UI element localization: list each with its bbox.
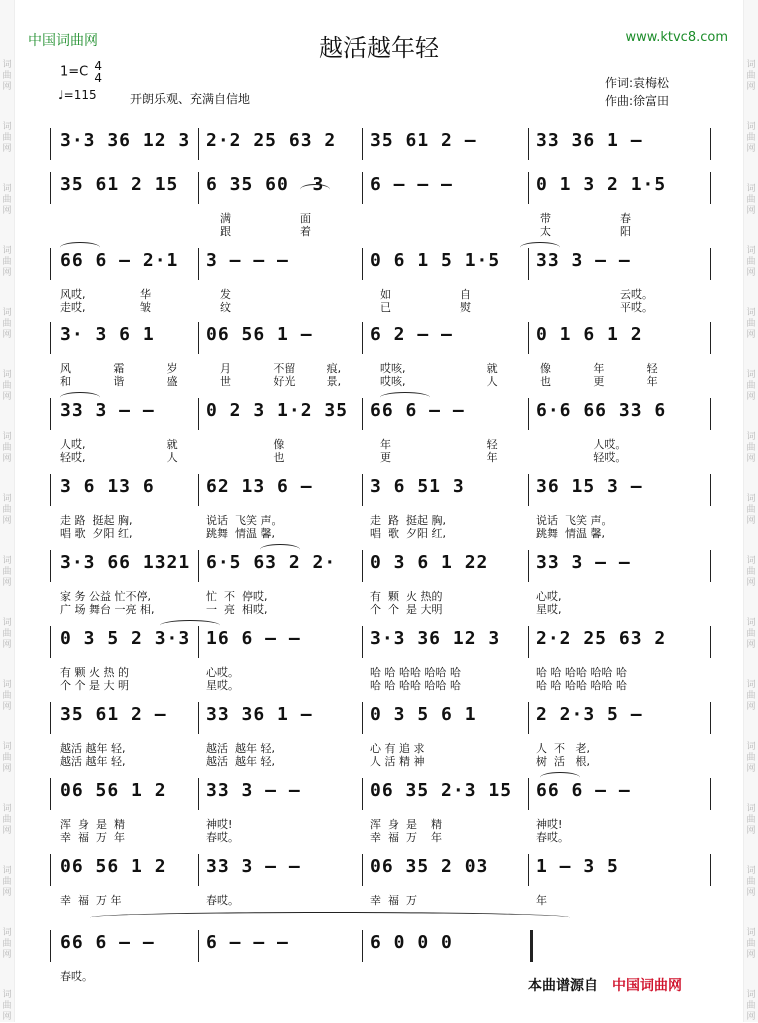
lyric-word: 岁 <box>166 362 178 375</box>
lyric-word: 走哎, <box>60 301 86 314</box>
bar-line <box>528 702 529 734</box>
measure: 33 3 – – <box>536 552 631 573</box>
lyric-word: 也 <box>540 375 551 388</box>
measure: 0 6 1 5 1·5 <box>370 250 501 271</box>
lyric-word: 忙 不 停哎, <box>206 590 268 603</box>
lyric-word: 哈 哈 哈哈 哈哈 哈 <box>536 679 627 692</box>
lyric-word: 自 <box>460 288 471 301</box>
lyric-word: 人 <box>166 451 178 464</box>
lyric-word: 和 <box>60 375 71 388</box>
lyric-word: 轻 <box>486 438 498 451</box>
watermark-text: 词 曲 网 <box>2 618 12 650</box>
bar-line <box>50 322 51 354</box>
score-system <box>50 702 710 772</box>
score-system <box>50 172 710 242</box>
lyric-word: 月 <box>220 362 231 375</box>
lyric-word: 广 场 舞台 一亮 相, <box>60 603 155 616</box>
watermark-text: 词 曲 网 <box>2 184 12 216</box>
lyric-word: 越活 越年 轻, <box>206 742 275 755</box>
bar-line <box>710 550 711 582</box>
bar-line <box>710 474 711 506</box>
bar-line <box>362 930 363 962</box>
notes-line <box>50 550 710 580</box>
tie-slur <box>300 184 330 195</box>
measure: 06 56 1 – <box>206 324 313 345</box>
bar-line <box>710 248 711 280</box>
expression-mark: 开朗乐观、充满自信地 <box>130 92 251 106</box>
lyric-word: 跟 <box>220 225 231 238</box>
notes-line <box>50 172 710 202</box>
score-system <box>50 398 710 468</box>
bar-line <box>198 930 199 962</box>
lyric-word: 人 <box>486 375 498 388</box>
site-name-left[interactable]: 中国词曲网 <box>28 33 98 49</box>
bar-line <box>50 172 51 204</box>
bar-line <box>710 398 711 430</box>
lyric-word: 有 颗 火 热的 <box>370 590 443 603</box>
bar-line <box>710 626 711 658</box>
measure: 6 35 60 3 <box>206 174 325 195</box>
lyric-word: 神哎! <box>206 818 233 831</box>
bar-line <box>710 702 711 734</box>
bar-line <box>362 626 363 658</box>
notes-line <box>50 128 710 158</box>
measure: 6 2 – – <box>370 324 453 345</box>
key-signature <box>60 60 102 84</box>
watermark-text: 词 曲 网 <box>2 804 12 836</box>
lyric-word: 风 <box>60 362 71 375</box>
notes-line <box>50 854 710 884</box>
lyric-word: 太 <box>540 225 551 238</box>
measure: 66 6 – 2·1 <box>60 250 179 271</box>
lyric-word: 平哎。 <box>620 301 653 314</box>
lyric-word: 轻哎, <box>60 451 86 464</box>
lyric-word: 星哎, <box>536 603 562 616</box>
tempo-mark: ♩=115 <box>58 88 97 102</box>
bar-line <box>710 778 711 810</box>
lyric-word: 哎咳, <box>380 375 406 388</box>
lyric-word: 好光 <box>273 375 296 388</box>
footer-source-text: 本曲谱源自 <box>528 978 598 994</box>
notes-line <box>50 930 710 960</box>
lyric-word: 哎咳, <box>380 362 406 375</box>
watermark-text: 词 曲 网 <box>746 370 756 402</box>
bar-line <box>50 398 51 430</box>
bar-line <box>362 172 363 204</box>
measure: 0 2 3 1·2 35 <box>206 400 349 421</box>
measure: 2 2·3 5 – <box>536 704 643 725</box>
bar-line <box>198 128 199 160</box>
lyric-word: 春哎。 <box>206 831 239 844</box>
bar-line <box>528 322 529 354</box>
lyric-word: 人 不 老, <box>536 742 590 755</box>
lyric-word: 哈 哈 哈哈 哈哈 哈 <box>536 666 627 679</box>
lyric-word: 说话 飞笑 声。 <box>536 514 613 527</box>
measure: 3 6 13 6 <box>60 476 155 497</box>
watermark-text: 词 曲 网 <box>2 308 12 340</box>
lyric-word: 皱 <box>140 301 151 314</box>
lyric-word: 星哎。 <box>206 679 239 692</box>
lyric-word: 发 <box>220 288 231 301</box>
lyric-word: 个 个 是 大明 <box>370 603 443 616</box>
measure: 35 61 2 – <box>370 130 477 151</box>
lyric-word: 浑 身 是 精 <box>60 818 125 831</box>
watermark-text: 词 曲 网 <box>746 122 756 154</box>
notes-line <box>50 778 710 808</box>
watermark-text: 词 曲 网 <box>2 990 12 1022</box>
lyric-word: 越活 越年 轻, <box>60 755 126 768</box>
measure: 0 1 6 1 2 <box>536 324 643 345</box>
notes-line <box>50 702 710 732</box>
lyric-word: 人 活 精 神 <box>370 755 425 768</box>
lyric-word: 更 <box>380 451 391 464</box>
bar-line <box>198 702 199 734</box>
score-system <box>50 778 710 848</box>
song-title: 越活越年轻 <box>319 34 439 62</box>
score-system <box>50 550 710 620</box>
notes-line <box>50 322 710 352</box>
time-top: 4 <box>94 59 103 73</box>
lyric-word: 像 <box>540 362 551 375</box>
lyric-word: 面 <box>300 212 311 225</box>
bar-line <box>50 854 51 886</box>
bar-line <box>530 930 533 962</box>
lyric-word: 已 <box>380 301 391 314</box>
bar-line <box>50 550 51 582</box>
bar-line <box>50 930 51 962</box>
lyric-word: 就 <box>166 438 178 451</box>
bar-line <box>528 778 529 810</box>
bar-line <box>528 854 529 886</box>
watermark-text: 词 曲 网 <box>2 494 12 526</box>
measure: 3 6 51 3 <box>370 476 465 497</box>
measure: 0 3 5 2 3·3 <box>60 628 191 649</box>
key-text: 1=C <box>60 64 89 80</box>
lyric-word: 浑 身 是 精 <box>370 818 442 831</box>
bar-line <box>198 474 199 506</box>
bar-line <box>528 550 529 582</box>
measure: 33 3 – – <box>60 400 155 421</box>
watermark-text: 词 曲 网 <box>2 866 12 898</box>
lyric-word: 不留 <box>273 362 296 375</box>
measure: 35 61 2 – <box>60 704 167 725</box>
watermark-text: 词 曲 网 <box>2 742 12 774</box>
lyric-word: 越活 越年 轻, <box>60 742 126 755</box>
lyric-word: 云哎。 <box>620 288 653 301</box>
bar-line <box>362 322 363 354</box>
lyric-word: 如 <box>380 288 391 301</box>
bar-line <box>528 128 529 160</box>
measure: 0 1 3 2 1·5 <box>536 174 667 195</box>
watermark-text: 词 曲 网 <box>746 804 756 836</box>
watermark-text: 词 曲 网 <box>746 60 756 92</box>
bar-line <box>362 854 363 886</box>
measure: 0 3 5 6 1 <box>370 704 477 725</box>
lyric-word: 满 <box>220 212 231 225</box>
bar-line <box>50 702 51 734</box>
measure: 3·3 36 12 3 <box>370 628 501 649</box>
lyric-word: 走 路 挺起 胸, <box>370 514 446 527</box>
watermark-text: 词 曲 网 <box>746 990 756 1022</box>
bar-line <box>362 128 363 160</box>
notes-line <box>50 626 710 656</box>
bar-line <box>50 626 51 658</box>
watermark-text: 词 曲 网 <box>2 680 12 712</box>
site-url-right[interactable]: www.ktvc8.com <box>625 30 728 45</box>
measure: 1 – 3 5 <box>536 856 619 877</box>
bar-line <box>362 778 363 810</box>
lyric-word: 哈 哈 哈哈 哈哈 哈 <box>370 679 461 692</box>
bar-line <box>50 778 51 810</box>
lyric-word: 也 <box>273 451 285 464</box>
lyric-word: 阳 <box>620 225 631 238</box>
measure: 66 6 – – <box>60 932 155 953</box>
score-system <box>50 248 710 318</box>
watermark-text: 词 曲 网 <box>2 432 12 464</box>
watermark-text: 词 曲 网 <box>746 556 756 588</box>
lyric-word: 人哎, <box>60 438 86 451</box>
watermark-text: 词 曲 网 <box>746 246 756 278</box>
lyric-word: 一 亮 相哎, <box>206 603 268 616</box>
measure: 33 3 – – <box>536 250 631 271</box>
bar-line <box>50 128 51 160</box>
lyric-word: 说话 飞笑 声。 <box>206 514 283 527</box>
watermark-text: 词 曲 网 <box>746 742 756 774</box>
watermark-text: 词 曲 网 <box>746 866 756 898</box>
measure: 06 35 2 03 <box>370 856 489 877</box>
lyric-word: 哈 哈 哈哈 哈哈 哈 <box>370 666 461 679</box>
time-signature <box>94 60 102 84</box>
watermark-text: 词 曲 网 <box>2 122 12 154</box>
tie-slur <box>60 242 100 253</box>
lyric-word: 年 <box>380 438 391 451</box>
bar-line <box>528 474 529 506</box>
lyric-word: 人哎。 <box>593 438 627 451</box>
bar-line <box>528 172 529 204</box>
lyric-word: 跳舞 情温 馨, <box>536 527 605 540</box>
bar-line <box>362 398 363 430</box>
lyric-word: 春哎。 <box>60 970 93 983</box>
bar-line <box>710 322 711 354</box>
lyric-word: 着 <box>300 225 311 238</box>
lyric-word: 春哎。 <box>536 831 569 844</box>
lyric-word: 年 <box>486 451 498 464</box>
measure: 33 3 – – <box>206 780 301 801</box>
footer-site-link[interactable]: 中国词曲网 <box>612 978 682 994</box>
lyric-word: 春哎。 <box>206 894 239 907</box>
lyric-word: 谐 <box>113 375 125 388</box>
score-system <box>50 322 710 392</box>
bar-line <box>50 248 51 280</box>
footer-source <box>528 975 682 995</box>
bar-line <box>710 854 711 886</box>
lyric-word: 景, <box>326 375 342 388</box>
measure: 33 36 1 – <box>536 130 643 151</box>
bar-line <box>362 248 363 280</box>
watermark-text: 词 曲 网 <box>2 246 12 278</box>
lyric-word: 跳舞 情温 馨, <box>206 527 275 540</box>
watermark-text: 词 曲 网 <box>2 556 12 588</box>
time-bottom: 4 <box>94 71 103 85</box>
watermark-text: 词 曲 网 <box>746 680 756 712</box>
watermark-text: 词 曲 网 <box>2 928 12 960</box>
bar-line <box>710 128 711 160</box>
lyric-word: 年 <box>536 894 547 907</box>
composer-credit: 作曲:徐富田 <box>605 94 670 108</box>
lyric-word: 越活 越年 轻, <box>206 755 275 768</box>
measure: 6·5 63 2 2· <box>206 552 337 573</box>
measure: 66 6 – – <box>370 400 465 421</box>
score-system <box>50 626 710 696</box>
measure: 2·2 25 63 2 <box>206 130 337 151</box>
bar-line <box>362 702 363 734</box>
measure: 16 6 – – <box>206 628 301 649</box>
bar-line <box>198 248 199 280</box>
watermark-text: 词 曲 网 <box>746 432 756 464</box>
measure: 33 36 1 – <box>206 704 313 725</box>
measure: 3·3 66 1321 <box>60 552 191 573</box>
measure: 06 56 1 2 <box>60 780 167 801</box>
lyric-word: 华 <box>140 288 151 301</box>
measure: 35 61 2 15 <box>60 174 179 195</box>
lyric-word: 更 <box>593 375 605 388</box>
measure: 6·6 66 33 6 <box>536 400 667 421</box>
bar-line <box>198 550 199 582</box>
lyric-word: 神哎! <box>536 818 563 831</box>
tie-slur <box>160 620 220 631</box>
bar-line <box>198 854 199 886</box>
watermark-text: 词 曲 网 <box>746 308 756 340</box>
lyric-word: 唱 歌 夕阳 红, <box>370 527 446 540</box>
watermark-text: 词 曲 网 <box>746 618 756 650</box>
measure: 2·2 25 63 2 <box>536 628 667 649</box>
measure: 3 – – – <box>206 250 289 271</box>
tie-slur <box>540 772 580 783</box>
measure: 6 – – – <box>370 174 453 195</box>
lyric-word: 风哎, <box>60 288 86 301</box>
measure: 62 13 6 – <box>206 476 313 497</box>
bar-line <box>528 398 529 430</box>
measure: 3· 3 6 1 <box>60 324 155 345</box>
lyric-word: 心 有 追 求 <box>370 742 425 755</box>
lyric-word: 心哎。 <box>206 666 239 679</box>
lyric-word: 幸 福 万 年 <box>60 894 122 907</box>
tie-slur <box>60 392 100 403</box>
notes-line <box>50 474 710 504</box>
tie-slur <box>520 242 560 253</box>
bar-line <box>50 474 51 506</box>
lyric-word: 霜 <box>113 362 125 375</box>
measure: 36 15 3 – <box>536 476 643 497</box>
lyric-word: 幸 福 万 <box>370 894 417 907</box>
measure: 66 6 – – <box>536 780 631 801</box>
tie-slur <box>90 912 570 923</box>
lyric-word: 就 <box>486 362 498 375</box>
lyric-word: 幸 福 万 年 <box>370 831 442 844</box>
measure: 33 3 – – <box>206 856 301 877</box>
measure: 3·3 36 12 3 <box>60 130 191 151</box>
watermark-text: 词 曲 网 <box>746 494 756 526</box>
lyric-word: 心哎, <box>536 590 562 603</box>
watermark-text: 词 曲 网 <box>2 370 12 402</box>
tie-slur <box>380 392 430 403</box>
measure: 6 – – – <box>206 932 289 953</box>
bar-line <box>198 172 199 204</box>
notes-line <box>50 248 710 278</box>
lyric-word: 年 <box>646 375 658 388</box>
lyric-word: 世 <box>220 375 231 388</box>
lyric-word: 走 路 挺起 胸, <box>60 514 133 527</box>
bar-line <box>362 474 363 506</box>
lyric-word: 唱 歌 夕阳 红, <box>60 527 133 540</box>
lyric-word: 盛 <box>166 375 178 388</box>
lyric-word: 春 <box>620 212 631 225</box>
bar-line <box>710 172 711 204</box>
bar-line <box>198 778 199 810</box>
lyric-word: 带 <box>540 212 551 225</box>
watermark-text: 词 曲 网 <box>746 928 756 960</box>
measure: 0 3 6 1 22 <box>370 552 489 573</box>
watermark-text: 词 曲 网 <box>2 60 12 92</box>
lyric-word: 年 <box>593 362 605 375</box>
lyric-word: 家 务 公益 忙不停, <box>60 590 151 603</box>
bar-line <box>528 626 529 658</box>
lyric-word: 像 <box>273 438 285 451</box>
measure: 06 56 1 2 <box>60 856 167 877</box>
bar-line <box>362 550 363 582</box>
lyric-word: 有 颗 火 热 的 <box>60 666 129 679</box>
lyric-word: 熨 <box>460 301 471 314</box>
lyric-word: 轻哎。 <box>593 451 627 464</box>
tie-slur <box>260 544 300 555</box>
measure: 6 0 0 0 <box>370 932 453 953</box>
lyric-word: 纹 <box>220 301 231 314</box>
score-system <box>50 474 710 544</box>
lyric-word: 痕, <box>326 362 342 375</box>
bar-line <box>198 398 199 430</box>
watermark-text: 词 曲 网 <box>746 184 756 216</box>
lyric-word: 轻 <box>646 362 658 375</box>
measure: 06 35 2·3 15 <box>370 780 513 801</box>
lyricist-credit: 作词:袁梅松 <box>605 76 670 90</box>
lyric-word: 幸 福 万 年 <box>60 831 125 844</box>
bar-line <box>198 322 199 354</box>
lyric-word: 个 个 是 大 明 <box>60 679 129 692</box>
lyric-word: 树 活 根, <box>536 755 590 768</box>
